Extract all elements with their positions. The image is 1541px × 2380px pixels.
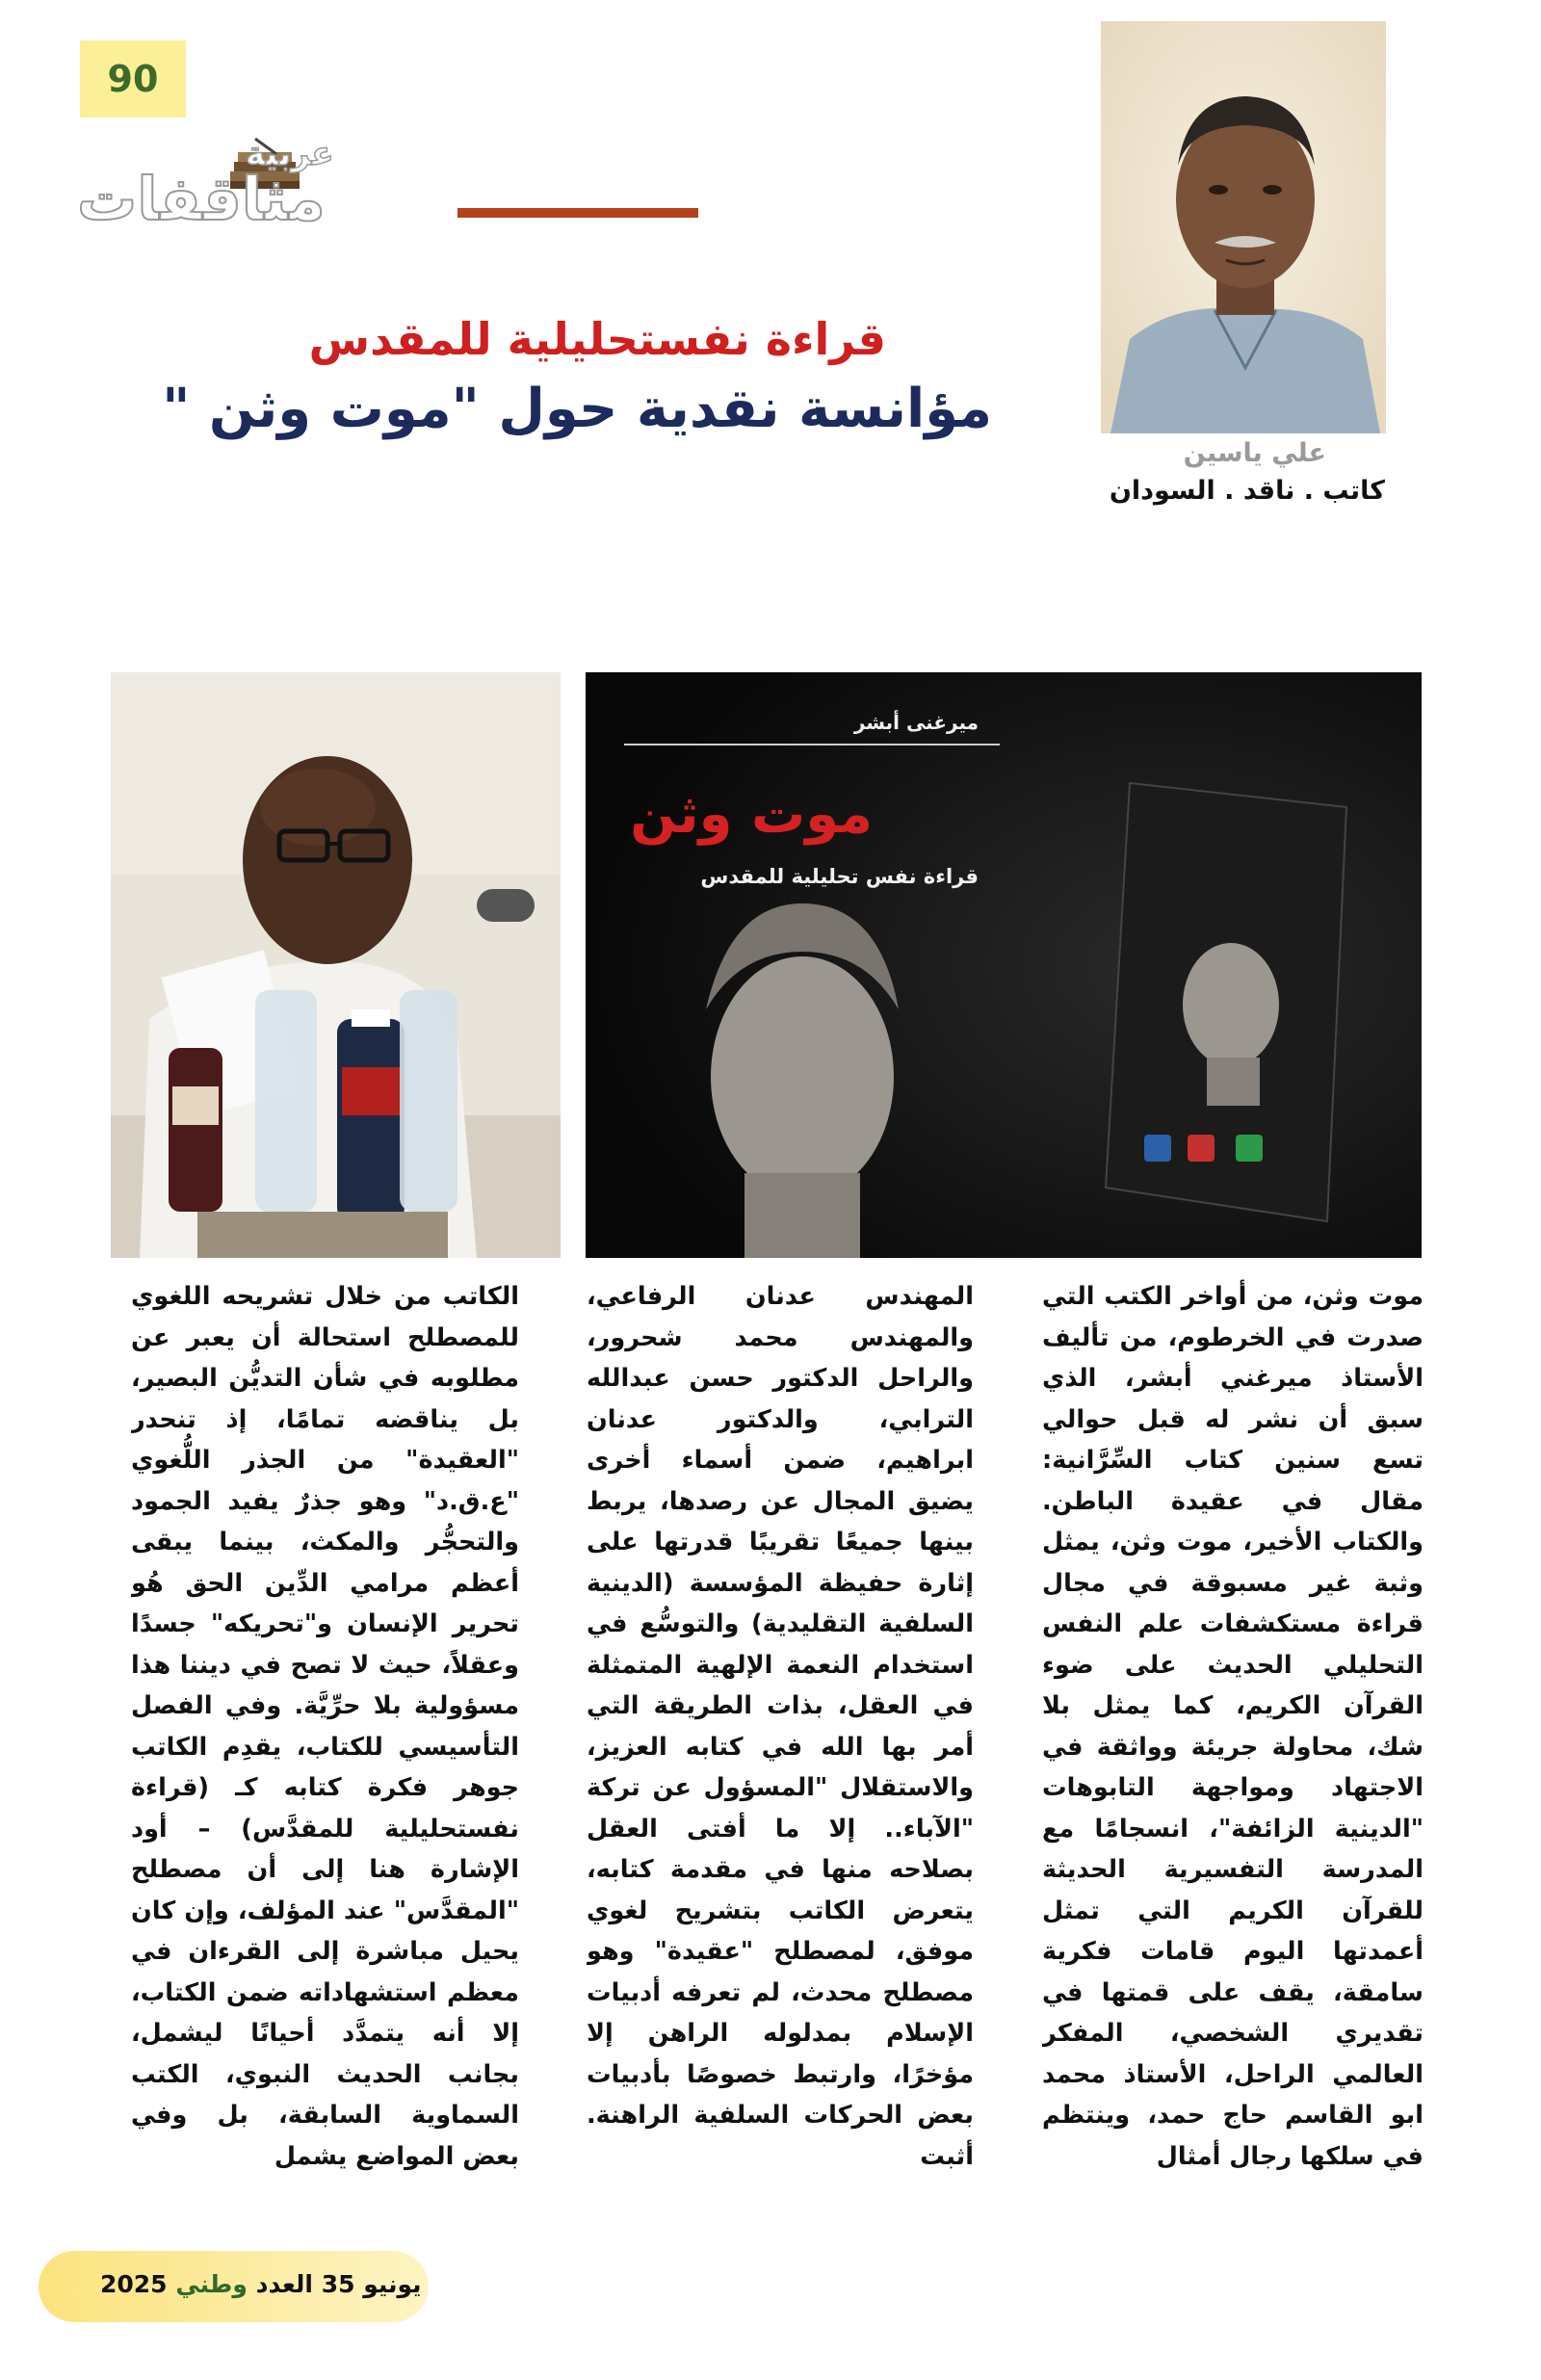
article-title: مؤانسة نقدية حول "موت وثن " (162, 378, 992, 440)
footer-issue-info (100, 2270, 422, 2298)
footer-magazine-name: وطني (175, 2270, 248, 2298)
cover-author: ميرغنى أبشر (853, 711, 979, 734)
accent-bar (457, 208, 698, 218)
logo-subtitle: عربية (246, 135, 334, 173)
speaker-photo (111, 672, 561, 1258)
author-role: كاتب . ناقد . السودان (1109, 476, 1385, 506)
magazine-logo (77, 135, 626, 241)
footer-month: يونيو (363, 2270, 422, 2298)
book-cover-photo (586, 672, 1422, 1258)
article-column-right: موت وثن، من أواخر الكتب التي صدرت في الخرطوم، من تأليف الأستاذ ميرغني أبشر، الذي سبق أن نشر له قبل حوالي تسع سنين كتاب السِّرَّانية: مقال في عقيدة الباطن. والكتاب الأخير، موت وثن، يمثل وثبة غير مسبوقة في مجال قراءة مستكشفات علم النفس التحليلي الحديث على ضوء القرآن الكريم، كما يمثل بلا شك، محاولة جريئة وواثقة في الاجتهاد ومواجهة التابوهات "الدينية الزائفة"، انسجامًا مع المدرسة التفسيرية الحديثة للقرآن الكريم التي تمثل أعمدتها اليوم قامات فكرية سامقة، يقف على قمتها في تقديري الشخصي، المفكر العالمي الراحل، الأستاذ محمد ابو القاسم حاج حمد، وينتظم في سلكها رجال أمثال (1042, 1282, 1423, 2171)
author-portrait (1101, 21, 1386, 433)
cover-subtitle: قراءة نفس تحليلية للمقدس (700, 865, 979, 888)
footer-year: 2025 (100, 2270, 168, 2298)
page-number: 90 (80, 40, 186, 118)
footer-issue-label: العدد (255, 2270, 313, 2298)
article-column-left: الكاتب من خلال تشريحه اللغوي للمصطلح استحالة أن يعبر عن مطلوبه في شأن التديُّن البصير، بل يناقضه تمامًا، إذ تنحدر "العقيدة" من الجذر اللُّغوي "ع.ق.د" وهو جذرٌ يفيد الجمود والتحجُّر والمكث، بينما يبقى أعظم مرامي الدِّين الحق هُو تحرير الإنسان و"تحريكه" جسدًا وعقلاً، حيث لا تصح في ديننا هذا مسؤولية بلا حرِّيَّة. وفي الفصل التأسيسي للكتاب، يقدِم الكاتب جوهر فكرة كتابه كـ (قراءة نفستحليلية للمقدَّس) – أود الإشارة هنا إلى أن مصطلح "المقدَّس" عند المؤلف، وإن كان يحيل مباشرة إلى القرءان في معظم استشهاداته ضمن الكتاب، إلا أنه يتمدَّد أحيانًا ليشمل، بجانب الحديث النبوي، الكتب السماوية السابقة، بل وفي بعض المواضع يشمل (131, 1282, 519, 2171)
cover-title: موت وثن (630, 783, 873, 846)
article-column-middle: المهندس عدنان الرفاعي، والمهندس محمد شحرور، والراحل الدكتور حسن عبدالله الترابي، والدكتور عدنان ابراهيم، ضمن أسماء أخرى يضيق المجال عن رصدها، يربط بينها جميعًا تقريبًا قدرتها على إثارة حفيظة المؤسسة (الدينية السلفية التقليدية) والتوسُّع في استخدام النعمة الإلهية المتمثلة في العقل، بذات الطريقة التي أمر بها الله في كتابه العزيز، والاستقلال "المسؤول عن تركة "الآباء.. إلا ما أفتى العقل بصلاحه منها في مقدمة كتابه، يتعرض الكاتب بتشريح لغوي موفق، لمصطلح "عقيدة" وهو مصطلح محدث، لم تعرفه أدبيات الإسلام بمدلوله الراهن إلا مؤخرًا، وارتبط خصوصًا بأدبيات بعض الحركات السلفية الراهنة. أثبت (587, 1282, 974, 2171)
author-name: علي ياسين (1183, 438, 1326, 468)
logo-title: مثاقفات (77, 164, 326, 234)
article-kicker: قراءة نفستحليلية للمقدس (308, 313, 886, 365)
footer-issue-number: 35 (321, 2270, 355, 2298)
